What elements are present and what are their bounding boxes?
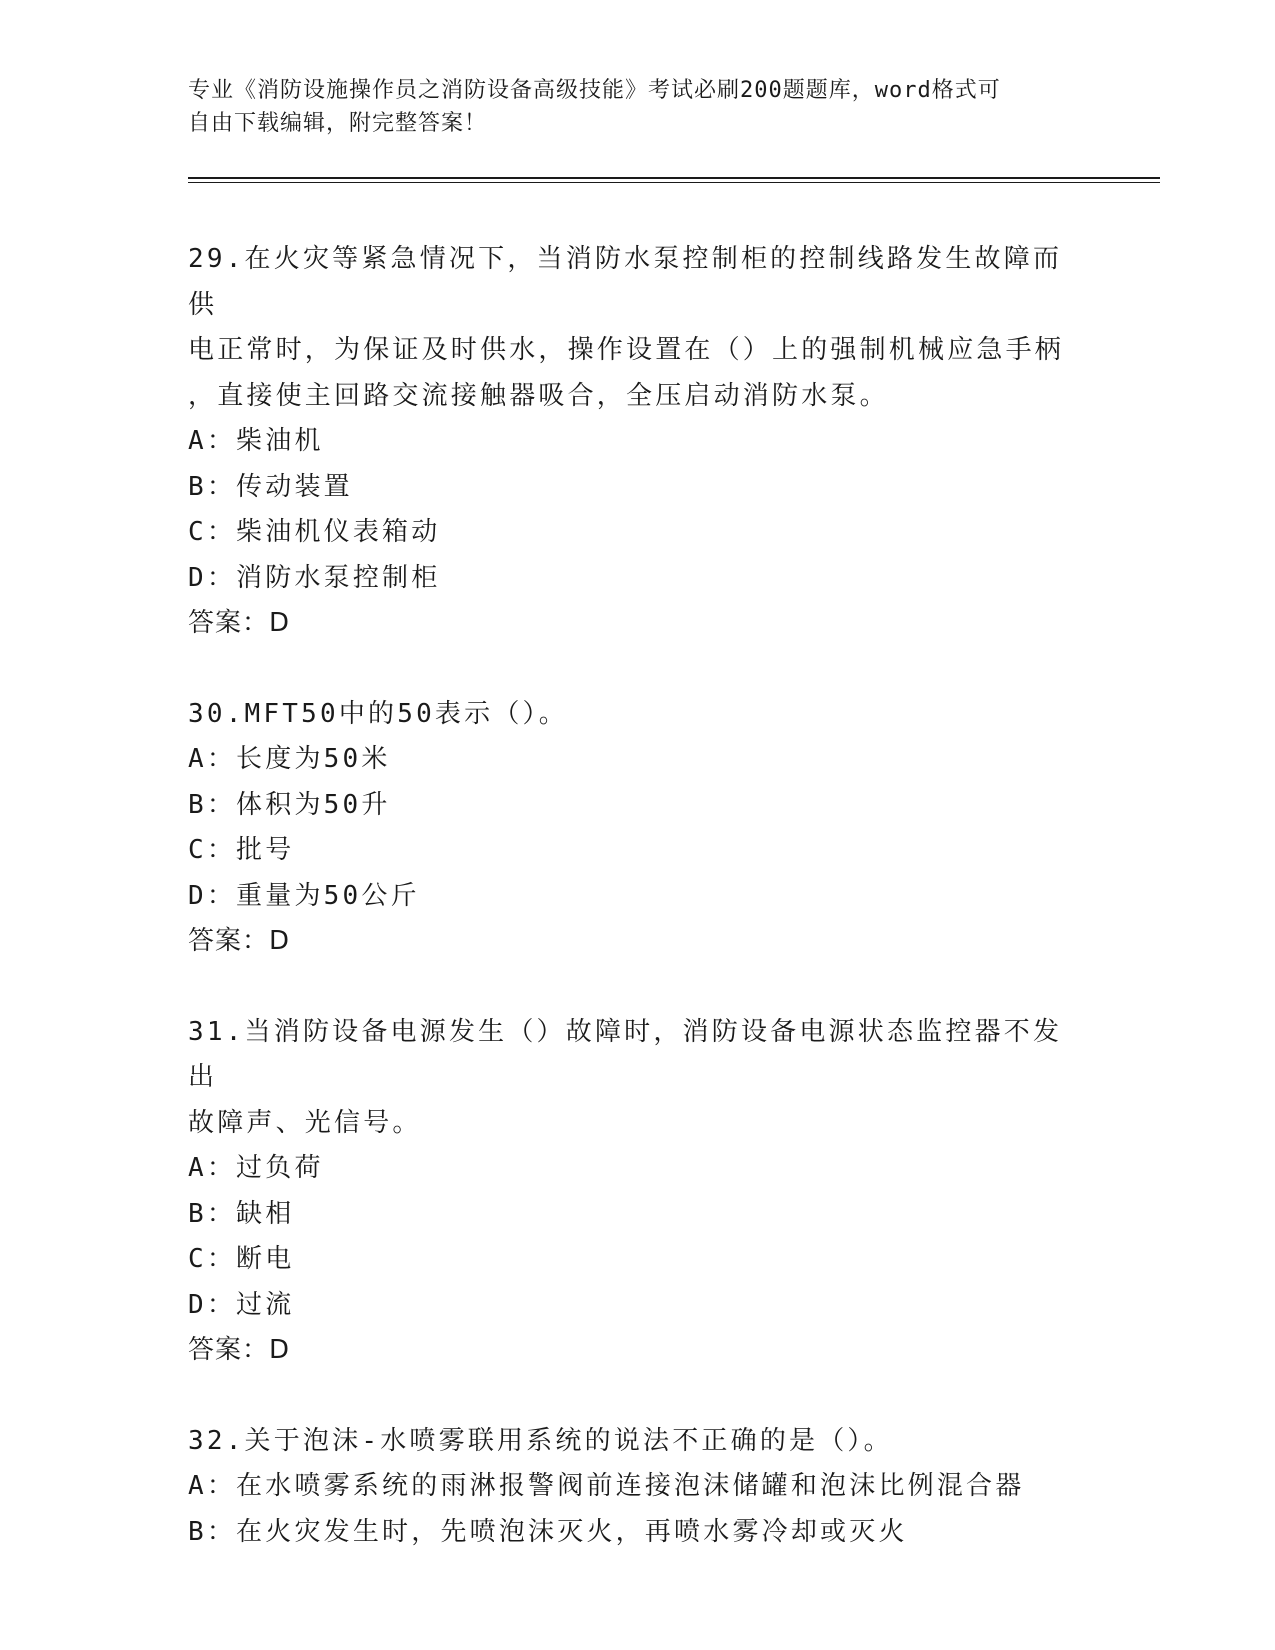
option-a: A：过负荷	[188, 1153, 324, 1183]
question-text-line: 31.当消防设备电源发生（）故障时，消防设备电源状态监控器不发出	[188, 1016, 1063, 1092]
header-line-1: 专业《消防设施操作员之消防设备高级技能》考试必刷200题题库，word格式可	[188, 78, 1001, 103]
question-list	[188, 237, 1088, 1555]
header-divider-thick	[188, 177, 1160, 179]
question-text-line: 电正常时，为保证及时供水，操作设置在（）上的强制机械应急手柄	[188, 335, 1065, 365]
question-text-line: ，直接使主回路交流接触器吸合，全压启动消防水泵。	[188, 380, 889, 411]
option-c: C：断电	[188, 1244, 295, 1274]
header-divider-thin	[188, 182, 1160, 183]
option-a: A：长度为50米	[188, 744, 391, 774]
question-text-line: 32.关于泡沫-水喷雾联用系统的说法不正确的是（）。	[188, 1425, 893, 1456]
option-b: B：缺相	[188, 1198, 295, 1229]
option-b: B：传动装置	[188, 471, 353, 502]
option-b: B：体积为50升	[188, 789, 391, 820]
document-header	[188, 74, 1088, 140]
question-spacer	[188, 1374, 1088, 1419]
question-spacer	[188, 647, 1088, 692]
option-d: D：过流	[188, 1289, 295, 1320]
answer-line: 答案：D	[188, 1335, 291, 1365]
question-text-line: 29.在火灾等紧急情况下，当消防水泵控制柜的控制线路发生故障而供	[188, 244, 1063, 320]
answer-line: 答案：D	[188, 608, 291, 638]
question-31	[188, 1010, 1088, 1374]
option-d: D：重量为50公斤	[188, 880, 420, 911]
question-30	[188, 692, 1088, 965]
question-29	[188, 237, 1088, 647]
question-spacer	[188, 965, 1088, 1010]
question-text-line: 故障声、光信号。	[188, 1107, 422, 1138]
option-a: A：在水喷雾系统的雨淋报警阀前连接泡沫储罐和泡沫比例混合器	[188, 1471, 1025, 1501]
option-c: C：柴油机仪表箱动	[188, 517, 441, 547]
option-b: B：在火灾发生时，先喷泡沫灭火，再喷水雾冷却或灭火	[188, 1516, 908, 1547]
question-text-line: 30.MFT50中的50表示（）。	[188, 698, 568, 729]
answer-line: 答案：D	[188, 926, 291, 956]
question-32	[188, 1419, 1088, 1556]
option-d: D：消防水泵控制柜	[188, 562, 441, 593]
option-c: C：批号	[188, 835, 295, 865]
option-a: A：柴油机	[188, 426, 324, 456]
header-line-2: 自由下载编辑，附完整答案！	[188, 111, 488, 136]
